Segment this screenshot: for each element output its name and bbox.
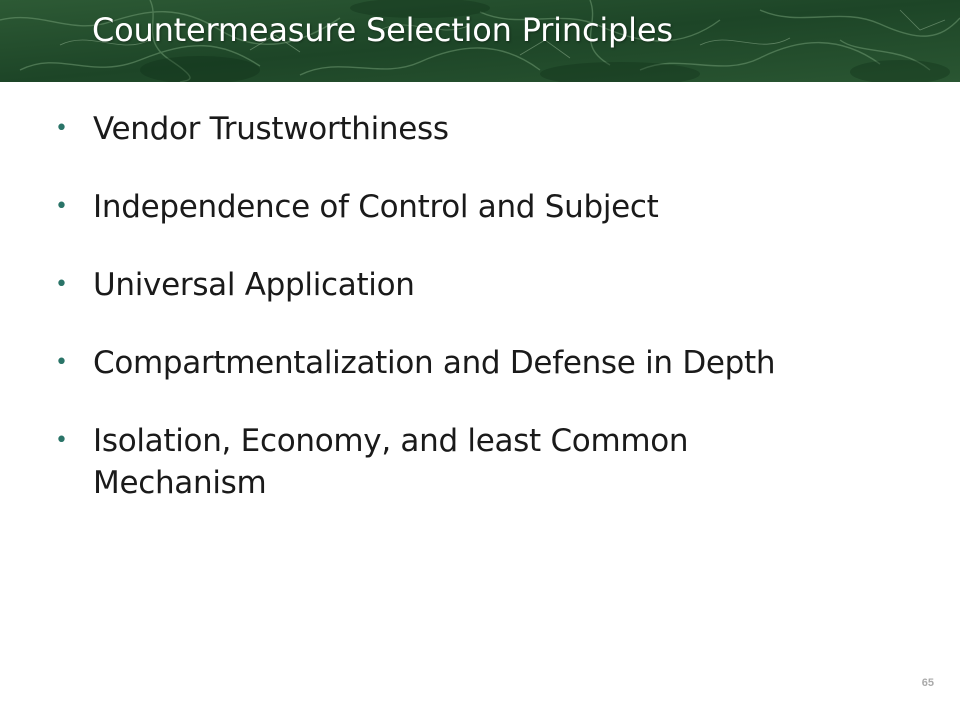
bullet-icon: • <box>55 272 68 297</box>
bullet-icon: • <box>55 116 68 141</box>
page-number: 65 <box>921 677 934 689</box>
bullet-item <box>55 108 825 150</box>
slide-title: Countermeasure Selection Principles <box>92 11 673 49</box>
bullet-item <box>55 420 825 504</box>
bullet-text: Isolation, Economy, and least Common Mechanism <box>93 423 689 501</box>
bullet-item <box>55 186 825 228</box>
bullet-text: Vendor Trustworthiness <box>93 111 449 147</box>
bullet-icon: • <box>55 194 68 219</box>
bullet-list <box>55 108 825 540</box>
bullet-item <box>55 342 825 384</box>
bullet-text: Universal Application <box>93 267 415 303</box>
bullet-item <box>55 264 825 306</box>
bullet-text: Compartmentalization and Defense in Depth <box>93 345 776 381</box>
bullet-text: Independence of Control and Subject <box>93 189 659 225</box>
bullet-icon: • <box>55 428 68 453</box>
title-banner <box>0 0 960 82</box>
bullet-icon: • <box>55 350 68 375</box>
